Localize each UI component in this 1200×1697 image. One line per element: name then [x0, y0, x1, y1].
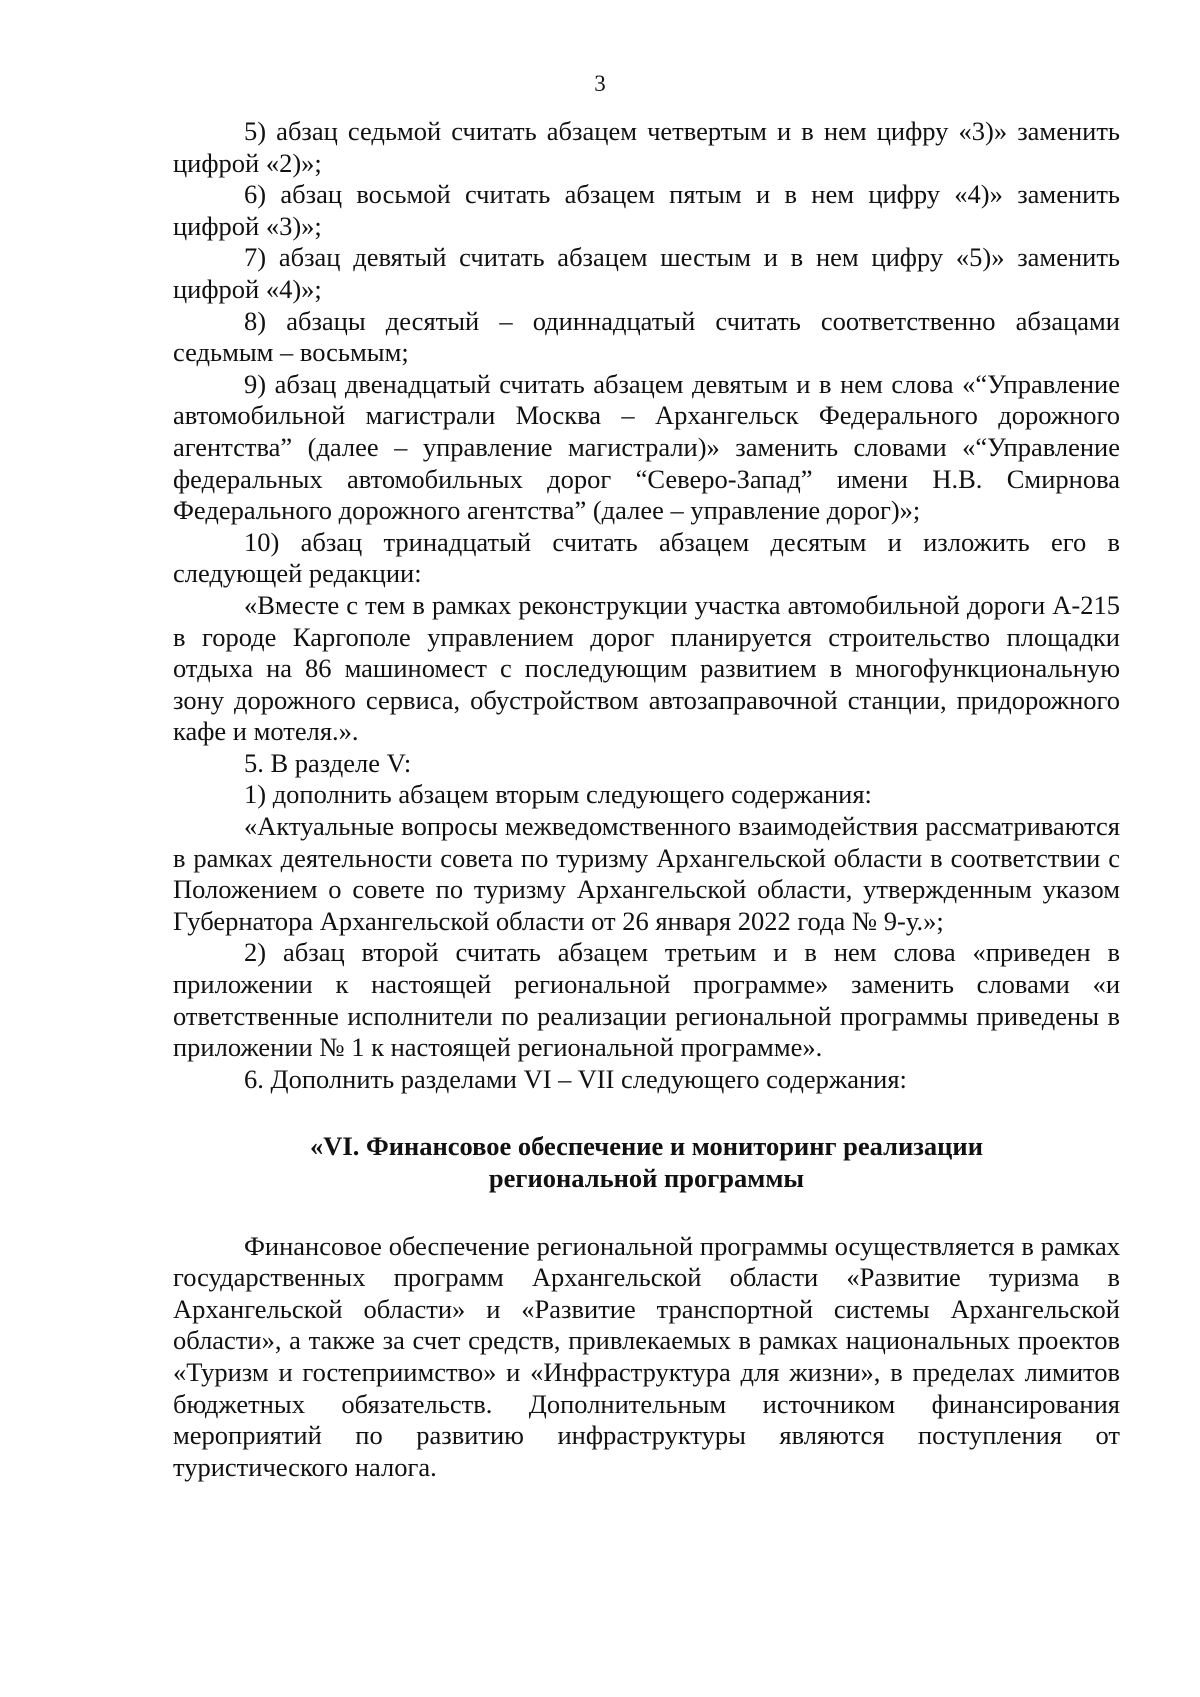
paragraph: 6) абзац восьмой считать абзацем пятым и в нем цифру «4)» заменить цифрой «3)»; [173, 179, 1120, 241]
section-heading-line-1: «VI. Финансовое обеспечение и мониторинг реализации [310, 1131, 983, 1162]
paragraph: 9) абзац двенадцатый считать абзацем девятым и в нем слова «“Управление автомобильной магистрали Москва – Архангельск Федерального дорожного агентства” (далее – управление магистрали)» заменить словами «“Управление федеральных автомобильных дорог “Северо-Запад” имени Н.В. Смирнова Федерального дорожного агентства” (далее – управление дорог)»; [173, 368, 1120, 526]
paragraph: «Актуальные вопросы межведомственного взаимодействия рассматриваются в рамках деятельности совета по туризму Архангельской области в соответствии с Положением о совете по туризму Архангельской области, утвержденным указом Губернатора Архангельской области от 26 января 2022 года № 9-у.»; [173, 811, 1120, 936]
page-number: 3 [594, 71, 606, 96]
paragraph: 5) абзац седьмой считать абзацем четвертым и в нем цифру «3)» заменить цифрой «2)»; [173, 116, 1120, 178]
paragraph: 10) абзац тринадцатый считать абзацем десятым и изложить его в следующей редакции: [173, 526, 1120, 589]
section-heading-line-2: региональной программы [488, 1163, 805, 1193]
paragraph: 7) абзац девятый считать абзацем шестым и в нем цифру «5)» заменить цифрой «4)»; [173, 242, 1120, 304]
paragraph: 5. В разделе V: [244, 747, 412, 778]
paragraph: 6. Дополнить разделами VI – VII следующего содержания: [244, 1063, 907, 1094]
paragraph: 8) абзацы десятый – одиннадцатый считать соответственно абзацами седьмым – восьмым; [173, 305, 1120, 368]
paragraph: «Вместе с тем в рамках реконструкции участка автомобильной дороги А-215 в городе Каргополе управлением дорог планируется строительство площадки отдыха на 86 машиномест с последующим развитием в многофункциональную зону дорожного сервиса, обустройством автозаправочной станции, придорожного кафе и мотеля.». [173, 589, 1120, 747]
paragraph: 2) абзац второй считать абзацем третьим и в нем слова «приведен в приложении к настоящей региональной программе» заменить словами «и ответственные исполнители по реализации региональной программы приведены в приложении № 1 к настоящей региональной программе». [173, 937, 1120, 1063]
document-body [173, 116, 1120, 1483]
paragraph: Финансовое обеспечение региональной программы осуществляется в рамках государственных программ Архангельской области «Развитие туризма в Архангельской области» и «Развитие транспортной системы Архангельской области», а также за счет средств, привлекаемых в рамках национальных проектов «Туризм и гостеприимство» и «Инфраструктура для жизни», в пределах лимитов бюджетных обязательств. Дополнительным источником финансирования мероприятий по развитию инфраструктуры являются поступления от туристического налога. [173, 1230, 1120, 1482]
paragraph: 1) дополнить абзацем вторым следующего содержания: [244, 779, 872, 810]
section-heading [173, 1131, 1120, 1194]
